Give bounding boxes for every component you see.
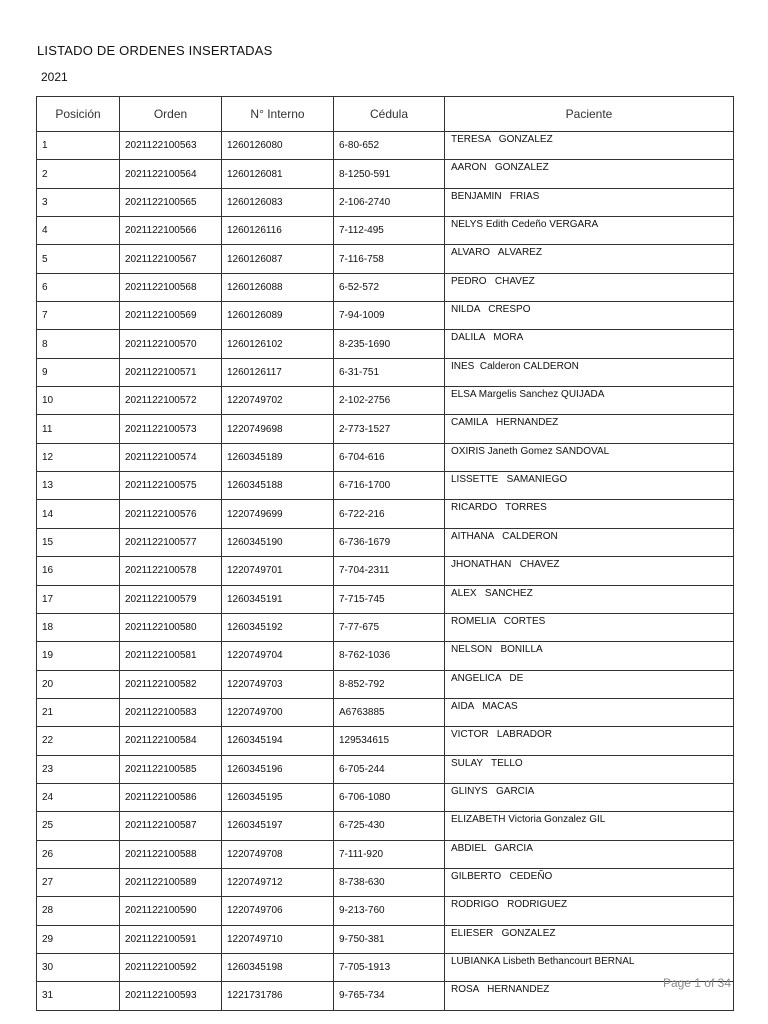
cell-paciente: AIDA MACAS <box>445 698 734 726</box>
table-row <box>37 330 734 358</box>
table-body <box>37 132 734 1011</box>
cell-numero-interno: 1260345190 <box>222 528 334 556</box>
cell-posicion: 1 <box>37 132 120 160</box>
cell-posicion: 23 <box>37 755 120 783</box>
table-row <box>37 160 734 188</box>
cell-posicion: 22 <box>37 727 120 755</box>
cell-numero-interno: 1220749702 <box>222 387 334 415</box>
cell-paciente: DALILA MORA <box>445 330 734 358</box>
table-row <box>37 245 734 273</box>
cell-orden: 2021122100573 <box>120 415 222 443</box>
cell-paciente: ROMELIA CORTES <box>445 613 734 641</box>
cell-cedula: 7-77-675 <box>334 613 445 641</box>
cell-numero-interno: 1220749699 <box>222 500 334 528</box>
cell-orden: 2021122100574 <box>120 443 222 471</box>
cell-posicion: 9 <box>37 358 120 386</box>
cell-numero-interno: 1220749701 <box>222 557 334 585</box>
cell-cedula: 6-705-244 <box>334 755 445 783</box>
cell-paciente: BENJAMIN FRIAS <box>445 188 734 216</box>
cell-cedula: 6-722-216 <box>334 500 445 528</box>
cell-paciente: AITHANA CALDERON <box>445 528 734 556</box>
cell-orden: 2021122100593 <box>120 982 222 1010</box>
cell-paciente: NILDA CRESPO <box>445 302 734 330</box>
cell-posicion: 14 <box>37 500 120 528</box>
cell-numero-interno: 1260126087 <box>222 245 334 273</box>
cell-orden: 2021122100589 <box>120 868 222 896</box>
cell-orden: 2021122100571 <box>120 358 222 386</box>
cell-numero-interno: 1260126116 <box>222 217 334 245</box>
cell-numero-interno: 1260345189 <box>222 443 334 471</box>
cell-orden: 2021122100588 <box>120 840 222 868</box>
cell-cedula: 2-773-1527 <box>334 415 445 443</box>
cell-orden: 2021122100567 <box>120 245 222 273</box>
header-numero-interno: N° Interno <box>222 97 334 132</box>
cell-posicion: 3 <box>37 188 120 216</box>
header-posicion: Posición <box>37 97 120 132</box>
cell-numero-interno: 1260345195 <box>222 783 334 811</box>
table-row <box>37 273 734 301</box>
cell-cedula: 7-704-2311 <box>334 557 445 585</box>
cell-cedula: A6763885 <box>334 698 445 726</box>
cell-numero-interno: 1260345198 <box>222 953 334 981</box>
cell-numero-interno: 1260126089 <box>222 302 334 330</box>
cell-paciente: RICARDO TORRES <box>445 500 734 528</box>
cell-cedula: 8-738-630 <box>334 868 445 896</box>
cell-paciente: PEDRO CHAVEZ <box>445 273 734 301</box>
cell-orden: 2021122100592 <box>120 953 222 981</box>
cell-posicion: 24 <box>37 783 120 811</box>
cell-numero-interno: 1220749710 <box>222 925 334 953</box>
cell-cedula: 6-31-751 <box>334 358 445 386</box>
table-row <box>37 585 734 613</box>
document-year: 2021 <box>41 70 68 84</box>
table-row <box>37 302 734 330</box>
cell-posicion: 31 <box>37 982 120 1010</box>
cell-numero-interno: 1220749712 <box>222 868 334 896</box>
cell-paciente: TERESA GONZALEZ <box>445 132 734 160</box>
cell-orden: 2021122100587 <box>120 812 222 840</box>
cell-paciente: LUBIANKA Lisbeth Bethancourt BERNAL <box>445 953 734 981</box>
cell-cedula: 8-1250-591 <box>334 160 445 188</box>
cell-cedula: 7-705-1913 <box>334 953 445 981</box>
cell-orden: 2021122100586 <box>120 783 222 811</box>
cell-cedula: 6-706-1080 <box>334 783 445 811</box>
cell-numero-interno: 1220749703 <box>222 670 334 698</box>
cell-orden: 2021122100577 <box>120 528 222 556</box>
cell-paciente: CAMILA HERNANDEZ <box>445 415 734 443</box>
cell-numero-interno: 1260126102 <box>222 330 334 358</box>
cell-cedula: 6-704-616 <box>334 443 445 471</box>
cell-cedula: 7-94-1009 <box>334 302 445 330</box>
cell-numero-interno: 1220749698 <box>222 415 334 443</box>
cell-orden: 2021122100590 <box>120 897 222 925</box>
cell-orden: 2021122100579 <box>120 585 222 613</box>
table-row <box>37 727 734 755</box>
cell-cedula: 2-102-2756 <box>334 387 445 415</box>
cell-posicion: 15 <box>37 528 120 556</box>
cell-posicion: 12 <box>37 443 120 471</box>
table-row <box>37 132 734 160</box>
header-orden: Orden <box>120 97 222 132</box>
cell-orden: 2021122100570 <box>120 330 222 358</box>
table-row <box>37 557 734 585</box>
table-row <box>37 897 734 925</box>
cell-posicion: 16 <box>37 557 120 585</box>
table-row <box>37 783 734 811</box>
cell-orden: 2021122100565 <box>120 188 222 216</box>
cell-cedula: 7-111-920 <box>334 840 445 868</box>
table-row <box>37 188 734 216</box>
cell-paciente: LISSETTE SAMANIEGO <box>445 472 734 500</box>
cell-orden: 2021122100566 <box>120 217 222 245</box>
cell-posicion: 6 <box>37 273 120 301</box>
cell-orden: 2021122100576 <box>120 500 222 528</box>
cell-posicion: 11 <box>37 415 120 443</box>
cell-cedula: 6-52-572 <box>334 273 445 301</box>
table-row <box>37 443 734 471</box>
cell-posicion: 26 <box>37 840 120 868</box>
table-row <box>37 613 734 641</box>
cell-numero-interno: 1260345188 <box>222 472 334 500</box>
table-row <box>37 982 734 1010</box>
cell-orden: 2021122100575 <box>120 472 222 500</box>
cell-numero-interno: 1260126083 <box>222 188 334 216</box>
table-row <box>37 812 734 840</box>
table-header-row <box>37 97 734 132</box>
cell-cedula: 7-112-495 <box>334 217 445 245</box>
cell-paciente: ROSA HERNANDEZ <box>445 982 734 1010</box>
cell-numero-interno: 1220749706 <box>222 897 334 925</box>
cell-posicion: 28 <box>37 897 120 925</box>
table-row <box>37 217 734 245</box>
cell-cedula: 6-736-1679 <box>334 528 445 556</box>
cell-cedula: 9-213-760 <box>334 897 445 925</box>
table-row <box>37 925 734 953</box>
cell-paciente: INES Calderon CALDERON <box>445 358 734 386</box>
cell-paciente: RODRIGO RODRIGUEZ <box>445 897 734 925</box>
cell-paciente: AARON GONZALEZ <box>445 160 734 188</box>
cell-numero-interno: 1260345192 <box>222 613 334 641</box>
table-row <box>37 868 734 896</box>
header-cedula: Cédula <box>334 97 445 132</box>
cell-numero-interno: 1260345191 <box>222 585 334 613</box>
table-row <box>37 472 734 500</box>
cell-posicion: 19 <box>37 642 120 670</box>
header-paciente: Paciente <box>445 97 734 132</box>
cell-paciente: ELSA Margelis Sanchez QUIJADA <box>445 387 734 415</box>
cell-cedula: 9-765-734 <box>334 982 445 1010</box>
cell-orden: 2021122100569 <box>120 302 222 330</box>
cell-posicion: 30 <box>37 953 120 981</box>
cell-posicion: 5 <box>37 245 120 273</box>
cell-orden: 2021122100572 <box>120 387 222 415</box>
cell-cedula: 7-715-745 <box>334 585 445 613</box>
cell-cedula: 8-235-1690 <box>334 330 445 358</box>
cell-paciente: ALEX SANCHEZ <box>445 585 734 613</box>
orders-table <box>36 96 734 1011</box>
cell-posicion: 29 <box>37 925 120 953</box>
cell-cedula: 6-80-652 <box>334 132 445 160</box>
cell-numero-interno: 1260126081 <box>222 160 334 188</box>
cell-numero-interno: 1260345196 <box>222 755 334 783</box>
cell-paciente: GLINYS GARCIA <box>445 783 734 811</box>
page-number: Page 1 of 34 <box>662 976 731 990</box>
table-row <box>37 840 734 868</box>
cell-posicion: 2 <box>37 160 120 188</box>
cell-paciente: GILBERTO CEDEÑO <box>445 868 734 896</box>
cell-orden: 2021122100591 <box>120 925 222 953</box>
cell-cedula: 9-750-381 <box>334 925 445 953</box>
cell-posicion: 20 <box>37 670 120 698</box>
cell-posicion: 21 <box>37 698 120 726</box>
cell-numero-interno: 1260126088 <box>222 273 334 301</box>
cell-posicion: 17 <box>37 585 120 613</box>
cell-orden: 2021122100581 <box>120 642 222 670</box>
cell-paciente: VICTOR LABRADOR <box>445 727 734 755</box>
cell-paciente: ELIESER GONZALEZ <box>445 925 734 953</box>
cell-orden: 2021122100563 <box>120 132 222 160</box>
document-title: LISTADO DE ORDENES INSERTADAS <box>37 43 273 58</box>
cell-cedula: 6-716-1700 <box>334 472 445 500</box>
cell-orden: 2021122100568 <box>120 273 222 301</box>
cell-numero-interno: 1260345197 <box>222 812 334 840</box>
cell-paciente: ANGELICA DE <box>445 670 734 698</box>
cell-numero-interno: 1260345194 <box>222 727 334 755</box>
cell-orden: 2021122100580 <box>120 613 222 641</box>
cell-paciente: ABDIEL GARCIA <box>445 840 734 868</box>
cell-numero-interno: 1220749704 <box>222 642 334 670</box>
cell-cedula: 8-852-792 <box>334 670 445 698</box>
table-row <box>37 953 734 981</box>
table-row <box>37 698 734 726</box>
cell-numero-interno: 1260126117 <box>222 358 334 386</box>
table-row <box>37 642 734 670</box>
cell-posicion: 25 <box>37 812 120 840</box>
table-row <box>37 500 734 528</box>
cell-posicion: 10 <box>37 387 120 415</box>
table-row <box>37 528 734 556</box>
table-row <box>37 415 734 443</box>
cell-paciente: JHONATHAN CHAVEZ <box>445 557 734 585</box>
cell-cedula: 129534615 <box>334 727 445 755</box>
cell-posicion: 13 <box>37 472 120 500</box>
cell-posicion: 4 <box>37 217 120 245</box>
cell-cedula: 2-106-2740 <box>334 188 445 216</box>
cell-paciente: NELSON BONILLA <box>445 642 734 670</box>
table-row <box>37 358 734 386</box>
cell-numero-interno: 1220749708 <box>222 840 334 868</box>
cell-orden: 2021122100583 <box>120 698 222 726</box>
cell-cedula: 7-116-758 <box>334 245 445 273</box>
cell-paciente: OXIRIS Janeth Gomez SANDOVAL <box>445 443 734 471</box>
cell-orden: 2021122100578 <box>120 557 222 585</box>
cell-cedula: 8-762-1036 <box>334 642 445 670</box>
cell-orden: 2021122100585 <box>120 755 222 783</box>
table-row <box>37 755 734 783</box>
table-row <box>37 670 734 698</box>
cell-paciente: NELYS Edith Cedeño VERGARA <box>445 217 734 245</box>
cell-posicion: 8 <box>37 330 120 358</box>
cell-cedula: 6-725-430 <box>334 812 445 840</box>
cell-posicion: 27 <box>37 868 120 896</box>
cell-numero-interno: 1221731786 <box>222 982 334 1010</box>
cell-orden: 2021122100564 <box>120 160 222 188</box>
cell-paciente: ALVARO ALVAREZ <box>445 245 734 273</box>
table-row <box>37 387 734 415</box>
cell-paciente: ELIZABETH Victoria Gonzalez GIL <box>445 812 734 840</box>
cell-posicion: 18 <box>37 613 120 641</box>
cell-orden: 2021122100584 <box>120 727 222 755</box>
cell-posicion: 7 <box>37 302 120 330</box>
cell-numero-interno: 1220749700 <box>222 698 334 726</box>
cell-numero-interno: 1260126080 <box>222 132 334 160</box>
cell-orden: 2021122100582 <box>120 670 222 698</box>
cell-paciente: SULAY TELLO <box>445 755 734 783</box>
